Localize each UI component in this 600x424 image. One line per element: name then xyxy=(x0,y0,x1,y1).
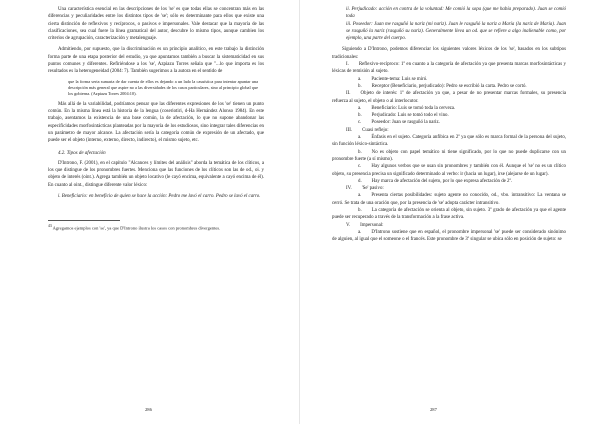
list-item xyxy=(332,163,566,178)
list-item xyxy=(332,112,566,119)
list-item-label: a. xyxy=(358,193,362,199)
list-item-label: a. xyxy=(358,135,362,141)
list-item xyxy=(332,149,566,164)
paragraph: Más allá de la variabilidad, podríamos pensar que las diferentes expresiones de los 'se' tienen un punto común. En la misma línea está la historia de la lengua (coseriotiri, d-Ha Hernández Alonso 1984). En este trabajo, asentamos la existencia de una base común, la de afectación, lo que no supone abandonar las especificidades morfosintácticas planteadas por la mayoría de los estudiosos, sino integrar tales diferencias en un parámetro de mayor alcance. La afectación sería la categoría común de expresión de un afectado, que puede ser el objeto (interno, externo, directo, indirecto), el mismo sujeto, etc. xyxy=(48,101,264,144)
value-list xyxy=(332,61,566,243)
list-item xyxy=(332,192,566,207)
list-item-text: D'Introno sostiene que en español, el pronombre impersonal 'se' puede ser considerado sinónimo de alguien, al igual que el someone o el francés. Este pronombre de 3º singular se ubica sólo en posición de sujeto: se xyxy=(332,229,566,243)
list-item xyxy=(332,83,566,90)
list-item-label: d. xyxy=(358,178,362,184)
list-item-text: No es objeto con papel temático ni tiene significado, por lo que no puede duplicarse con un pronombre fuerte (a sí mismo). xyxy=(332,149,566,162)
list-item-text: 'Se' pasivo: xyxy=(361,186,384,192)
list-item-label: c. xyxy=(358,120,362,126)
paragraph: i. Beneficiario: en beneficio de quien se hace la acción: Pedro me lavó el carro. Pedro se lavó el carro. xyxy=(58,193,261,199)
page-number: 286 xyxy=(145,407,152,412)
list-item xyxy=(332,229,566,244)
list-item-text: Hay marca de afectación del sujeto, por lo que expresa afectación de 2º. xyxy=(371,178,513,184)
list-item-label: b. xyxy=(358,208,362,214)
list-item xyxy=(332,90,566,105)
list-item-label: a. xyxy=(358,105,362,111)
paragraph: Siguiendo a D'Introno, podemos diferenciar los siguientes valores léxicos de los 'se', basados en los subtipos tradicionales: xyxy=(332,47,566,60)
list-item xyxy=(332,178,566,185)
list-item-text: Reflexivo-recíproco: 1º en cuanto a la categoría de afectación ya que presenta marcas morfosintácticas y léxicas de remisión al sujeto. xyxy=(332,62,566,75)
footnote xyxy=(48,223,264,232)
paragraph: iii. Poseedor: Juan me rasguñó la nariz (mi nariz). Juan le rasguñó la nariz a María (la nariz de María). Juan se rasguñó la nariz (rasguñó su nariz). Generalmente lleva un od. que se refiere a algo inalienable como, por ejemplo, una parte del cuerpo. xyxy=(346,21,566,42)
list-item-text: Objeto de interés: 1º de afectación ya que, a pesar de no presentar marcas formales, su presencia refuerza al sujeto, el objeto o al interlocutor. xyxy=(332,91,566,104)
list-item xyxy=(332,134,566,149)
list-item xyxy=(332,185,566,192)
list-item-label: b. xyxy=(358,149,362,155)
list-item-text: Perjudicado: Luis se tomó todo el vino. xyxy=(371,113,449,119)
list-item-text: Receptor (Beneficiario, perjudicado): Pedro se escribió la carta. Pedro se cortó. xyxy=(371,83,527,89)
list-item-text: Poseedor: Juan se rasguñó la nariz. xyxy=(371,120,440,126)
list-item-label: V. xyxy=(346,222,351,228)
page-number: 287 xyxy=(430,407,437,412)
list-item xyxy=(332,76,566,83)
list-item-label: IV. xyxy=(346,186,352,192)
list-item-label: b. xyxy=(358,113,362,119)
block-quote: que la forma seria sumaria de dar cuenta de ellos es dejando a un lado la casuística para intentar apuntar una descripción más general que aspire no a las diversidades de los casos particulares, sino al principio global que los gobierna. (Azpiazu Torres 2004:10). xyxy=(68,78,258,97)
paragraph: Una característica esencial en las descripciones de los 'se' es que todas ellas se concentran más en las diferencias y peculiaridades entre los distintos tipos de 'se'; sólo es determinante para ellos que existe una cierta distinción de reflexivos y recíprocos, o pasivos e impersonales. Vale destacar que la mayoría de las clasificaciones, sea cual fuere la línea gramatical del autor, descubre lo mismo tipos, aunque cambien los criterios de agrupación, caracterización y metalenguaje. xyxy=(48,7,264,42)
paragraph: ii. Perjudicado: acción en contra de la voluntad: Me comió la sopa (que me había preparado). Juan se comió toda xyxy=(346,7,566,20)
section-heading: 4.2. Tipos de afectación xyxy=(58,150,106,156)
list-item-text: La categoría de afectación se orienta al objeto, sin sujeto. 3º grado de afectación ya que el agente puede ser recuperado a través de la transformación a la frase activa. xyxy=(332,208,566,221)
list-item-label: II. xyxy=(346,91,351,97)
list-item xyxy=(332,61,566,76)
list-item-text: Beneficiario: Luis se tomó toda la cerveza. xyxy=(371,105,456,111)
list-item-label: c. xyxy=(358,164,362,170)
list-item-label: I. xyxy=(346,62,349,68)
list-item-text: Paciente-tema: Luis se miró. xyxy=(371,76,428,82)
list-item xyxy=(332,127,566,134)
list-item-text: Presenta ciertas posibilidades: sujeto agente no conocido, od., vbo. intransitivo: La ventana se cerró. Se trata de una oración que, por la presencia de 'se' adopta carácter intransitivo. xyxy=(332,193,566,206)
list-item-text: Cuasi reflejo: xyxy=(362,127,389,133)
list-item-text: Hay algunos verbos que se usan sin pronombres y también con él. Aunque el 'se' no es un clítico objeto, su presencia precisa un significado determinado al verbo: ir (hacia un lugar), irse (alejarse de un lugar). xyxy=(332,164,566,177)
list-item-label: III. xyxy=(346,127,353,133)
footnote-separator xyxy=(48,220,120,221)
list-item xyxy=(332,119,566,126)
right-page xyxy=(300,0,600,424)
list-item-label: b. xyxy=(358,83,362,89)
paragraph: D'Introno, F. (2001), en el capítulo "Alcances y límites del análisis" aborda la temática de los clíticos, a los que distingue de los pronombres fuertes. Menciona que las funciones de los clíticos son las de od., oi. y objeto de interés (oint.). Agrega también un objeto locativo (le cayó encima, equivalente a cayó encima de él). En cuanto al oint., distingue diferente valor léxico: xyxy=(48,160,264,188)
list-item xyxy=(332,222,566,229)
paragraph: Admitiendo, por supuesto, que la discriminación es un principio analítico, en este trabajo la distinción forma parte de una etapa posterior del estudio, ya que apuntamos también a buscar la sistematicidad en sus puntos comunes y diferentes. Refiriéndose a los 'se', Azpiazu Torres señala que "...lo que importa es los resultados es la heterogeneidad (2004: 7). También sugerimos a la autora en el sentido de xyxy=(48,47,264,75)
list-item-text: Impersonal: xyxy=(360,222,384,228)
list-item-label: a. xyxy=(358,229,362,235)
list-item-label: a. xyxy=(358,76,362,82)
list-item-text: Énfasis en el sujeto. Categoría anfibica en 2º ya que sólo es marca formal de la persona del sujeto, sin función léxico-sintáctica. xyxy=(332,135,566,148)
footnote-mark: 43 xyxy=(48,224,52,229)
list-item xyxy=(332,207,566,222)
footnote-text: Agregamos ejemplos con 'se', ya que D'Introno ilustra los casos con pronombres divergentes. xyxy=(52,225,221,231)
list-item xyxy=(332,105,566,112)
